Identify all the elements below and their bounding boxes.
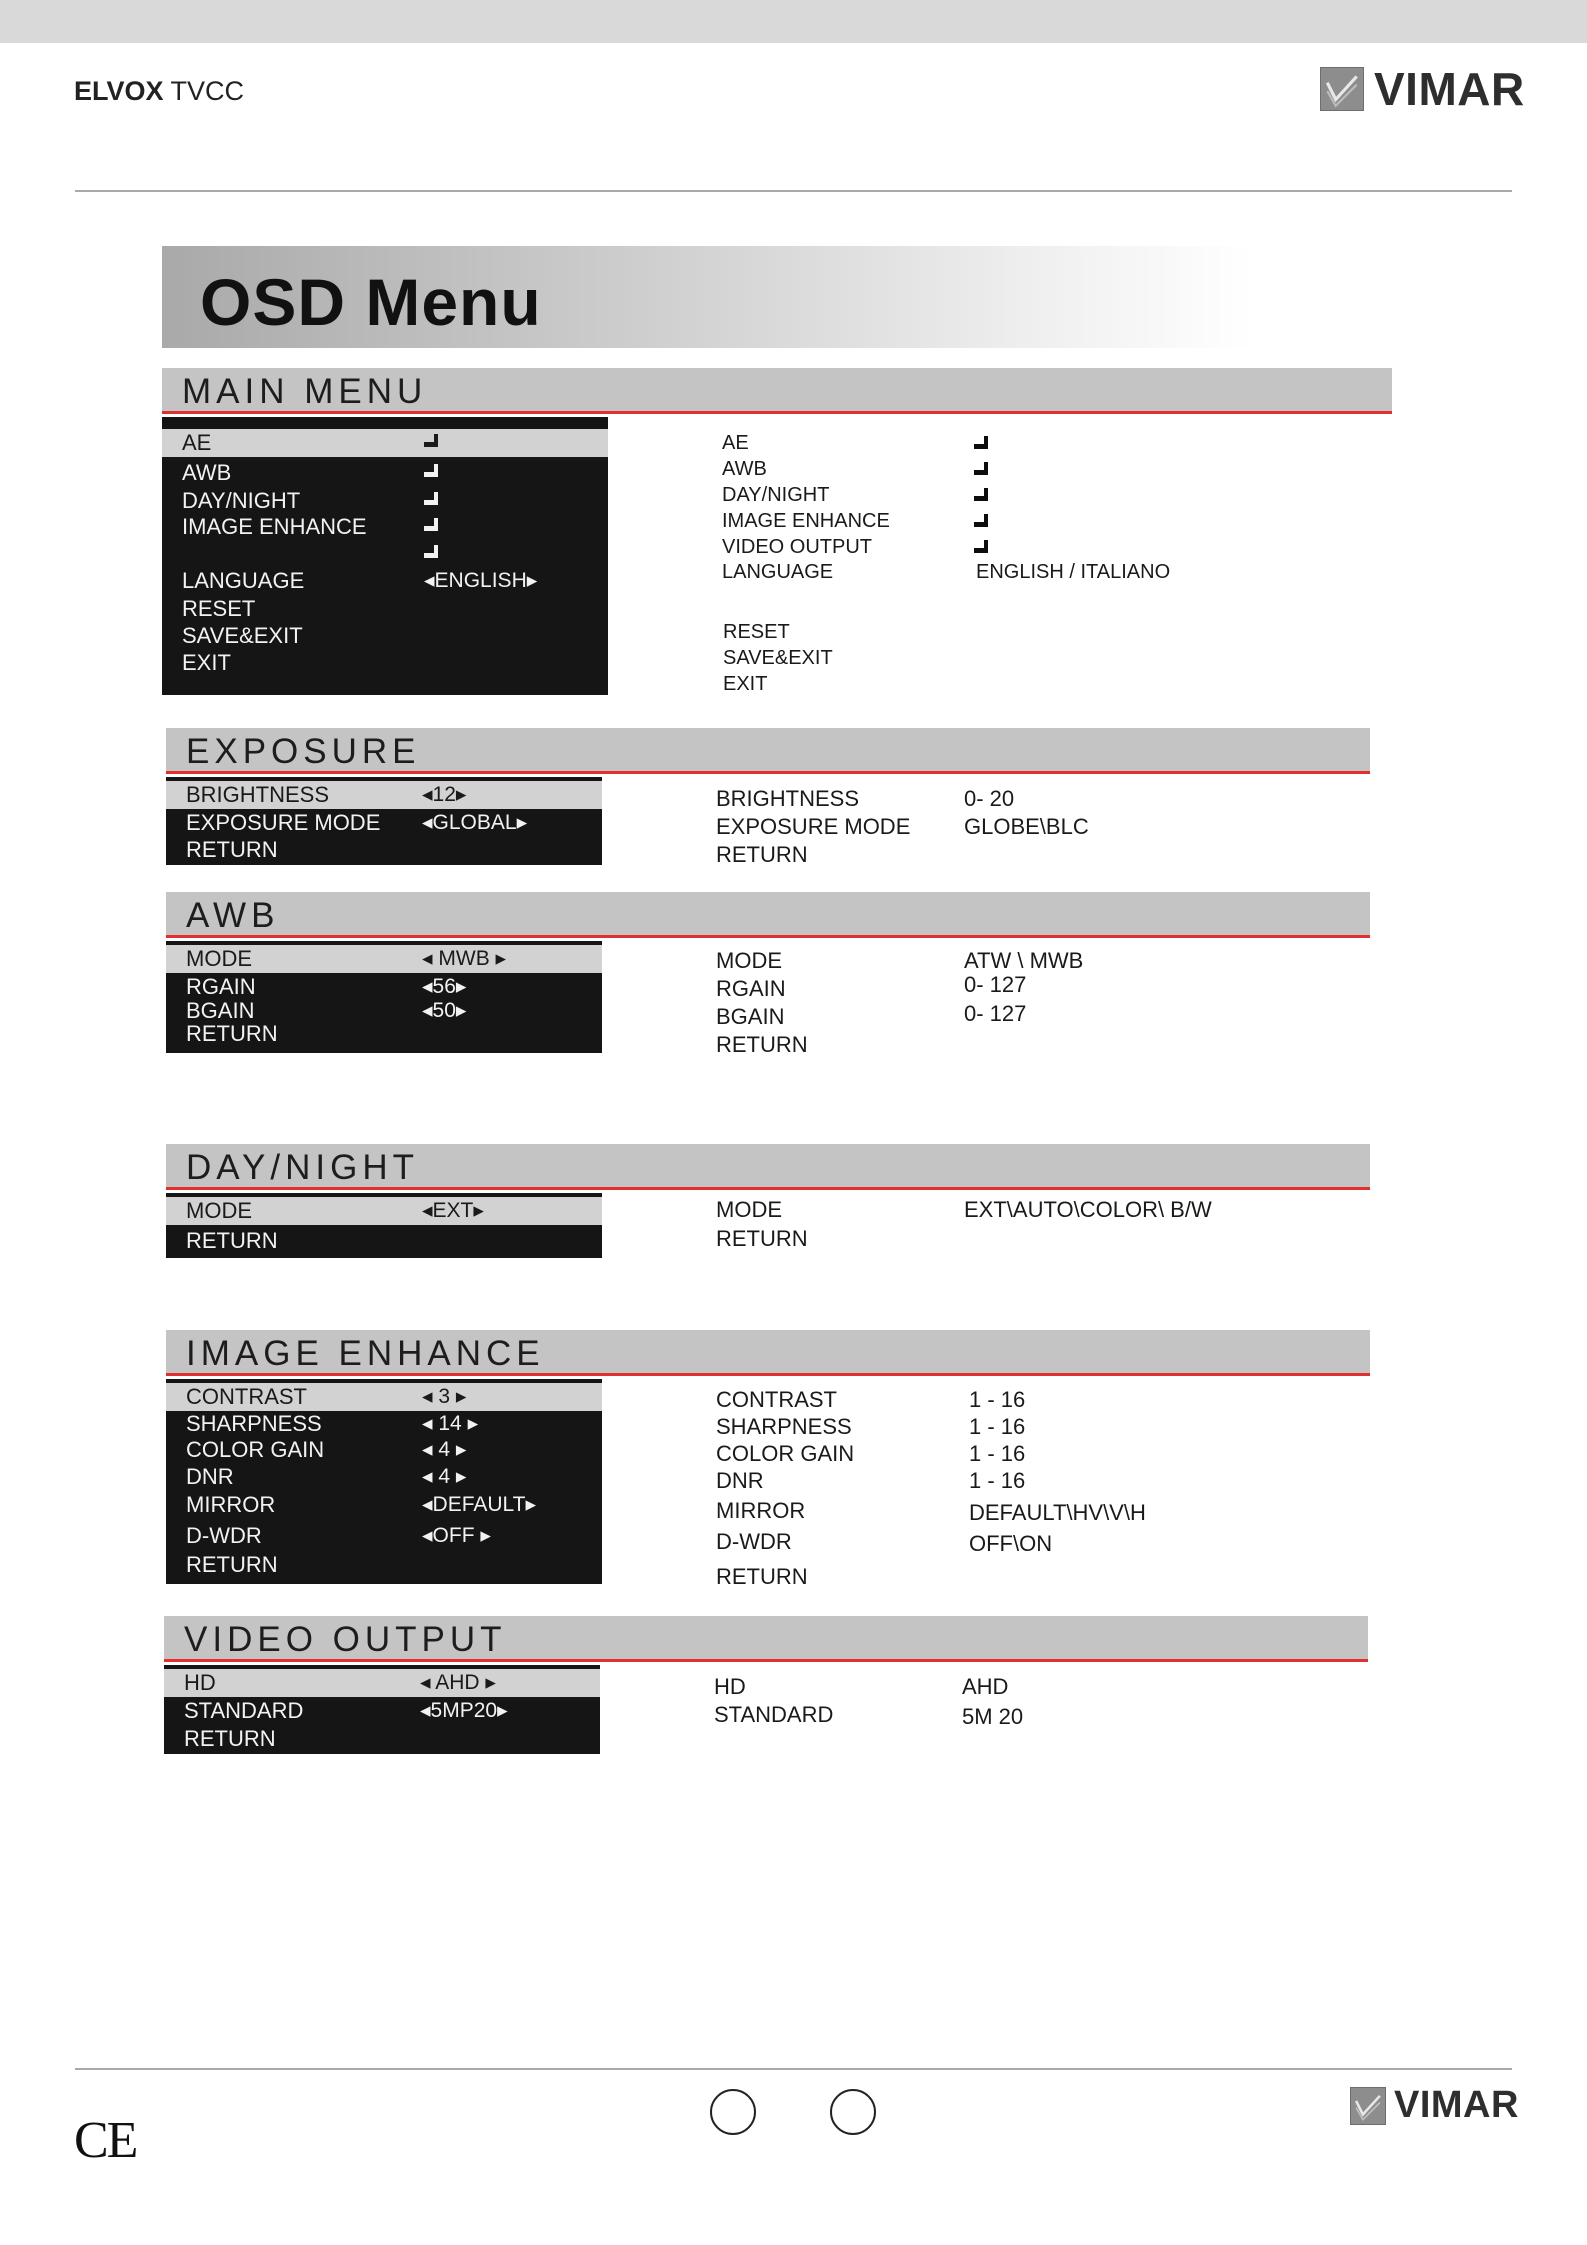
osd-key: MODE xyxy=(186,946,252,971)
osd-key: RETURN xyxy=(186,1228,278,1253)
page-title: OSD Menu xyxy=(200,265,542,339)
desc-key: RETURN xyxy=(716,1564,808,1589)
osd-key: RETURN xyxy=(186,1021,278,1046)
osd-row-exit xyxy=(162,649,608,677)
desc-key: SHARPNESS xyxy=(716,1414,852,1439)
osd-value: ◂ MWB ▸ xyxy=(422,947,507,970)
circle-symbol-right xyxy=(830,2089,876,2135)
osd-value: ◂GLOBAL▸ xyxy=(422,811,528,834)
osd-key: AE xyxy=(182,430,212,455)
enter-icon xyxy=(424,492,438,505)
footer-rule xyxy=(75,2068,1512,2070)
osd-row-contrast xyxy=(166,1383,602,1411)
osd-row-return xyxy=(166,1551,602,1579)
osd-value: ◂50▸ xyxy=(422,999,467,1022)
osd-panel xyxy=(162,417,608,695)
osd-value: ◂ENGLISH▸ xyxy=(424,569,538,592)
osd-row-awb xyxy=(162,459,608,487)
enter-icon xyxy=(974,462,988,475)
osd-key: D-WDR xyxy=(186,1523,262,1548)
osd-value: ◂ 3 ▸ xyxy=(422,1385,467,1408)
enter-icon xyxy=(424,434,438,447)
desc-key: HD xyxy=(714,1674,746,1699)
desc-key: D-WDR xyxy=(716,1529,792,1554)
desc-key: VIDEO OUTPUT xyxy=(722,536,873,558)
osd-key: RGAIN xyxy=(186,974,256,999)
osd-row-return xyxy=(166,1020,602,1048)
osd-key: LANGUAGE xyxy=(182,568,305,593)
osd-row-standard xyxy=(164,1697,600,1725)
section-heading-bar xyxy=(166,1144,1370,1190)
section-heading-bar xyxy=(166,892,1370,938)
osd-key: MODE xyxy=(186,1198,252,1223)
vimar-logo-text: VIMAR xyxy=(1394,2084,1519,2126)
vimar-logo-icon xyxy=(1350,2087,1386,2125)
vimar-logo-bottom xyxy=(1350,2084,1519,2127)
osd-value: ◂DEFAULT▸ xyxy=(422,1493,537,1516)
desc-value: ENGLISH / ITALIANO xyxy=(976,561,1171,583)
osd-row-brightness xyxy=(166,781,602,809)
section-heading-bar xyxy=(164,1616,1368,1662)
enter-icon xyxy=(424,545,438,558)
osd-panel xyxy=(164,1665,600,1754)
section-heading: MAIN MENU xyxy=(182,372,428,411)
desc-value: OFF\ON xyxy=(969,1531,1053,1556)
osd-key: SAVE&EXIT xyxy=(182,623,303,648)
osd-key: STANDARD xyxy=(184,1698,304,1723)
brand-elvox: ELVOX xyxy=(74,76,164,106)
osd-row-return xyxy=(166,836,602,864)
vimar-logo-icon xyxy=(1320,67,1364,111)
desc-key: AE xyxy=(722,432,749,454)
osd-value: ◂56▸ xyxy=(422,975,467,998)
osd-row-exposure-mode xyxy=(166,809,602,837)
osd-key: CONTRAST xyxy=(186,1384,307,1409)
osd-row-hd xyxy=(164,1669,600,1697)
section-awb xyxy=(166,892,1370,1057)
section-heading: EXPOSURE xyxy=(186,732,421,771)
section-day-night xyxy=(166,1144,1370,1260)
osd-row-mirror xyxy=(166,1491,602,1519)
osd-value: ◂ 4 ▸ xyxy=(422,1438,467,1461)
osd-value: ◂ 14 ▸ xyxy=(422,1412,479,1435)
desc-key: CONTRAST xyxy=(716,1387,837,1412)
desc-key: SAVE&EXIT xyxy=(723,647,833,669)
osd-row-dnr xyxy=(166,1463,602,1491)
osd-value: ◂ 4 ▸ xyxy=(422,1465,467,1488)
desc-key: MIRROR xyxy=(716,1498,806,1523)
osd-key: RETURN xyxy=(184,1726,276,1751)
section-image-enhance xyxy=(166,1330,1370,1589)
osd-key: EXIT xyxy=(182,650,231,675)
desc-value: 0- 20 xyxy=(964,786,1015,811)
desc-key: RGAIN xyxy=(716,976,786,1001)
desc-key: RETURN xyxy=(716,1032,808,1057)
desc-key: BRIGHTNESS xyxy=(716,786,860,811)
circle-symbol-left xyxy=(710,2089,756,2135)
desc-key: BGAIN xyxy=(716,1004,785,1029)
enter-icon xyxy=(974,488,988,501)
desc-key: EXPOSURE MODE xyxy=(716,814,911,839)
osd-value: ◂5MP20▸ xyxy=(420,1699,508,1722)
osd-key: HD xyxy=(184,1670,216,1695)
section-heading: AWB xyxy=(186,896,280,935)
desc-key: DNR xyxy=(716,1468,764,1493)
osd-row-color-gain xyxy=(166,1436,602,1464)
ce-mark: CE xyxy=(74,2112,137,2169)
desc-value: EXT\AUTO\COLOR\ B/W xyxy=(964,1197,1212,1222)
section-main-menu xyxy=(162,368,1392,698)
osd-row-save-exit xyxy=(162,622,608,650)
osd-key: IMAGE ENHANCE xyxy=(182,514,367,539)
osd-key: RETURN xyxy=(186,837,278,862)
desc-value: GLOBE\BLC xyxy=(964,814,1089,839)
desc-value: DEFAULT\HV\V\H xyxy=(969,1500,1146,1525)
osd-key: COLOR GAIN xyxy=(186,1437,325,1462)
enter-icon xyxy=(974,540,988,553)
osd-row-mode xyxy=(166,1197,602,1225)
osd-key: SHARPNESS xyxy=(186,1411,322,1436)
brand-tvcc: TVCC xyxy=(170,76,245,106)
osd-value: ◂ AHD ▸ xyxy=(420,1671,496,1694)
osd-row-return xyxy=(164,1725,600,1753)
osd-row-sharpness xyxy=(166,1410,602,1438)
desc-key: RESET xyxy=(723,621,790,643)
desc-key: COLOR GAIN xyxy=(716,1441,855,1466)
osd-key: EXPOSURE MODE xyxy=(186,810,381,835)
section-heading-bar xyxy=(166,1330,1370,1376)
desc-value: 0- 127 xyxy=(964,972,1027,997)
osd-panel xyxy=(166,1193,602,1258)
osd-key: BRIGHTNESS xyxy=(186,782,330,807)
desc-key: DAY/NIGHT xyxy=(722,484,830,506)
desc-key: EXIT xyxy=(723,673,768,695)
osd-value: ◂OFF ▸ xyxy=(422,1524,491,1547)
section-heading-bar xyxy=(162,368,1392,414)
osd-row-ae xyxy=(162,429,608,457)
osd-value: ◂EXT▸ xyxy=(422,1199,484,1222)
section-heading: IMAGE ENHANCE xyxy=(186,1334,545,1373)
desc-key: RETURN xyxy=(716,842,808,867)
desc-value: 1 - 16 xyxy=(969,1468,1026,1493)
enter-icon xyxy=(974,514,988,527)
header-brand xyxy=(74,76,244,107)
osd-key: AWB xyxy=(182,460,232,485)
osd-row-mode xyxy=(166,945,602,973)
section-exposure xyxy=(166,728,1370,866)
osd-row-return xyxy=(166,1227,602,1255)
osd-key: MIRROR xyxy=(186,1492,276,1517)
osd-panel xyxy=(166,777,602,865)
desc-value: 0- 127 xyxy=(964,1001,1027,1026)
desc-value: ATW \ MWB xyxy=(964,948,1084,973)
desc-value: 1 - 16 xyxy=(969,1441,1026,1466)
osd-panel xyxy=(166,941,602,1053)
osd-row-reset xyxy=(162,595,608,623)
section-heading: VIDEO OUTPUT xyxy=(184,1620,507,1659)
osd-key: RESET xyxy=(182,596,256,621)
desc-key: MODE xyxy=(716,1197,782,1222)
enter-icon xyxy=(974,436,988,449)
osd-menu-title-bar xyxy=(162,246,1252,348)
desc-value: 1 - 16 xyxy=(969,1414,1026,1439)
desc-key: LANGUAGE xyxy=(722,561,834,583)
desc-key: RETURN xyxy=(716,1226,808,1251)
enter-icon xyxy=(424,464,438,477)
enter-icon xyxy=(424,518,438,531)
desc-key: STANDARD xyxy=(714,1702,834,1727)
desc-key: AWB xyxy=(722,458,767,480)
desc-value: AHD xyxy=(962,1674,1009,1699)
osd-key: DAY/NIGHT xyxy=(182,488,301,513)
osd-row-blank xyxy=(162,540,608,568)
desc-key: IMAGE ENHANCE xyxy=(722,510,890,532)
desc-value: 5M 20 xyxy=(962,1704,1024,1729)
section-heading-bar xyxy=(166,728,1370,774)
osd-row-language xyxy=(162,567,608,595)
section-heading: DAY/NIGHT xyxy=(186,1148,419,1187)
osd-row-image-enhance xyxy=(162,513,608,541)
osd-key: RETURN xyxy=(186,1552,278,1577)
desc-value: 1 - 16 xyxy=(969,1387,1026,1412)
top-band xyxy=(0,0,1587,43)
osd-value: ◂12▸ xyxy=(422,783,467,806)
vimar-logo-top xyxy=(1320,62,1525,116)
header-rule xyxy=(75,190,1512,192)
osd-row-daynight xyxy=(162,487,608,515)
section-video-output xyxy=(164,1616,1368,1756)
vimar-logo-text: VIMAR xyxy=(1374,63,1525,115)
osd-panel xyxy=(166,1379,602,1584)
desc-key: MODE xyxy=(716,948,782,973)
osd-key: BGAIN xyxy=(186,998,255,1023)
osd-key: DNR xyxy=(186,1464,234,1489)
osd-row-d-wdr xyxy=(166,1522,602,1550)
